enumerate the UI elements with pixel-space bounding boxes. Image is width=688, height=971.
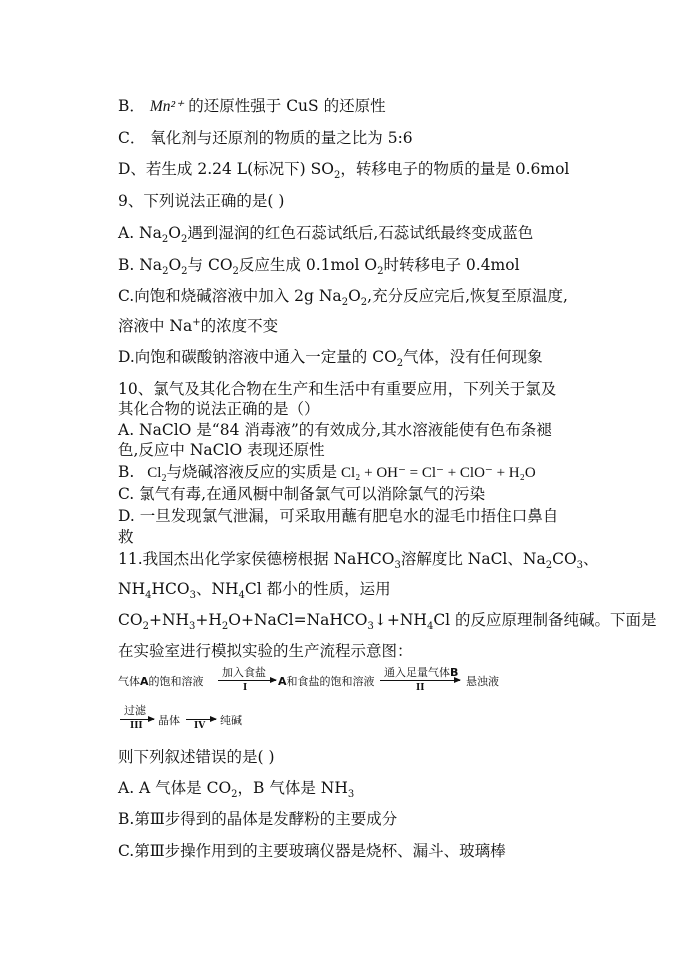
flow-mid-text: 和食盐的饱和溶液 bbox=[286, 675, 375, 688]
subscript: 2 bbox=[396, 358, 404, 370]
q11-l1-d: 、 bbox=[583, 550, 599, 568]
q10-option-c: C. 氯气有毒,在通风橱中制备氯气可以消除氯气的污染 bbox=[118, 485, 486, 503]
q9b-o: O bbox=[168, 256, 182, 274]
q9d-prefix: D.向饱和碳酸钠溶液中通入一定量的 CO bbox=[118, 348, 397, 366]
q9-option-d bbox=[118, 346, 543, 368]
subscript: 2 bbox=[360, 297, 368, 309]
flow-arrow-1 bbox=[218, 680, 276, 681]
q9b-react: 反应生成 0.1mol O bbox=[238, 256, 378, 274]
q11-l1-b: 溶解度比 NaCl、Na bbox=[400, 550, 546, 568]
q10-option-d-line-1: D. 一旦发现氯气泄漏，可采取用蘸有肥皂水的湿毛巾捂住口鼻自 bbox=[118, 507, 559, 525]
question-9: 9、下列说法正确的是( ) bbox=[118, 192, 285, 210]
question-11-line-1 bbox=[118, 548, 599, 570]
subscript: 4 bbox=[238, 590, 245, 602]
mn-ion: Mn²⁺ bbox=[149, 98, 184, 115]
subscript: 4 bbox=[145, 590, 152, 602]
subscript: 2 bbox=[162, 266, 169, 278]
subscript: 3 bbox=[189, 621, 196, 633]
subscript: 2 bbox=[221, 621, 229, 633]
q9-option-c bbox=[118, 285, 568, 307]
q11-l2-d: Cl 都小的性质，运用 bbox=[244, 580, 391, 598]
option-c-line: C． 氧化剂与还原剂的物质的量之比为 5:6 bbox=[118, 129, 413, 147]
q11-l3-a: CO bbox=[118, 611, 143, 629]
subscript: 3 bbox=[367, 621, 374, 633]
superscript: + bbox=[192, 316, 201, 328]
q11-l2-c: 、NH bbox=[195, 580, 239, 598]
q11-l3-d: O+NaCl=NaHCO bbox=[228, 611, 368, 629]
question-10-line-1: 10、氯气及其化合物在生产和生活中有重要应用，下列关于氯及 bbox=[118, 380, 557, 398]
flow-mid-a: A bbox=[278, 675, 287, 688]
q9d-text: 气体，没有任何现象 bbox=[403, 348, 543, 366]
q11-option-b: B.第Ⅲ步得到的晶体是发酵粉的主要成分 bbox=[118, 810, 398, 828]
option-d-text: ，转移电子的物质的量是 0.6mol bbox=[340, 160, 570, 178]
option-b-prefix: B． bbox=[118, 97, 145, 115]
q9a-text: 遇到湿润的红色石蕊试纸后,石蕊试纸最终变成蓝色 bbox=[187, 224, 534, 242]
option-d-prefix: D、若生成 2.24 L(标况下) SO bbox=[118, 160, 334, 178]
subscript: 2 bbox=[161, 234, 169, 246]
subscript: 2 bbox=[377, 266, 384, 278]
q9-option-b bbox=[118, 254, 520, 276]
q9-option-a bbox=[118, 222, 533, 244]
subscript: 2 bbox=[232, 266, 239, 278]
q10b-text: 与烧碱溶液反应的实质是 bbox=[166, 463, 337, 481]
flow-gas-a: A bbox=[140, 675, 149, 688]
subscript: 3 bbox=[189, 590, 196, 602]
q10-option-d-line-2: 救 bbox=[118, 528, 134, 546]
chlorine-reaction-equation: Cl₂ + OH⁻ = Cl⁻ + ClO⁻ + H₂O bbox=[340, 465, 536, 481]
flow-step1-label: 加入食盐 bbox=[222, 666, 266, 679]
flow-step3-label: 过滤 bbox=[124, 704, 146, 717]
q11-l3-c: +H bbox=[195, 611, 222, 629]
flow-crystal: 晶体 bbox=[158, 714, 180, 727]
flow-step2-num: II bbox=[416, 683, 425, 693]
flow-start-text: 气体 bbox=[118, 675, 140, 688]
flow-step1-num: I bbox=[243, 683, 248, 693]
option-d-line bbox=[118, 158, 569, 180]
subscript: 2 bbox=[181, 266, 188, 278]
subscript: 2 bbox=[545, 560, 553, 572]
q11-option-c: C.第Ⅲ步操作用到的主要玻璃仪器是烧杯、漏斗、玻璃棒 bbox=[118, 842, 506, 860]
q9-option-c-cont bbox=[118, 315, 278, 337]
q11a-prefix: A. A 气体是 CO bbox=[118, 779, 232, 797]
q10-option-a-line-1: A. NaClO 是“84 消毒液”的有效成分,其水溶液能使有色布条褪 bbox=[118, 421, 552, 439]
q11-l2-b: HCO bbox=[151, 580, 190, 598]
cl2-symbol bbox=[147, 465, 167, 484]
option-b-line bbox=[118, 95, 386, 118]
flow-mid bbox=[278, 673, 375, 689]
flow-step2-text: 通入足量气体 bbox=[384, 666, 450, 679]
process-flow-diagram bbox=[118, 668, 638, 738]
question-11-line-4: 在实验室进行模拟实验的生产流程示意图： bbox=[118, 642, 413, 660]
subscript: 3 bbox=[347, 789, 355, 801]
option-b-text: 的还原性强于 CuS 的还原性 bbox=[188, 97, 386, 115]
q9b-prefix: B. Na bbox=[118, 256, 163, 274]
q9c-o: O bbox=[348, 287, 361, 305]
flow-arrow-4 bbox=[186, 719, 216, 720]
q9a-o: O bbox=[168, 224, 181, 242]
q11a-mid: ，B 气体是 NH bbox=[237, 779, 348, 797]
subscript: 2 bbox=[142, 621, 149, 633]
q10-option-b bbox=[118, 461, 536, 484]
q9c-text: ,充分反应完后,恢复至原温度, bbox=[367, 287, 568, 305]
cl-text: Cl bbox=[147, 465, 162, 481]
question-11-line-2 bbox=[118, 578, 391, 600]
q9c2-text: 的浓度不变 bbox=[200, 317, 279, 335]
flow-suspension: 悬浊液 bbox=[466, 675, 499, 688]
q10b-prefix: B. bbox=[118, 463, 135, 481]
q11-l3-f: Cl 的反应原理制备纯碱。下面是 bbox=[433, 611, 657, 629]
flow-gas-b: B bbox=[450, 666, 459, 679]
subscript: 2 bbox=[161, 473, 167, 484]
q11-option-a bbox=[118, 777, 354, 799]
q11-l2-a: NH bbox=[118, 580, 146, 598]
q10-option-a-line-2: 色,反应中 NaClO 表现还原性 bbox=[118, 441, 325, 459]
subscript: 3 bbox=[394, 560, 401, 572]
q9a-prefix: A. Na bbox=[118, 224, 162, 242]
q9b-co: 与 CO bbox=[187, 256, 233, 274]
flow-arrow-3 bbox=[120, 719, 154, 720]
subscript: 2 bbox=[231, 789, 238, 801]
question-11-prompt: 则下列叙述错误的是( ) bbox=[118, 748, 275, 766]
flow-arrow-2 bbox=[380, 680, 460, 681]
q11-l3-b: +NH bbox=[148, 611, 190, 629]
subscript: 2 bbox=[180, 234, 188, 246]
flow-start-post: 的饱和溶液 bbox=[148, 675, 204, 688]
q9b-text: 时转移电子 0.4mol bbox=[383, 256, 520, 274]
subscript: 2 bbox=[341, 297, 349, 309]
q11-l1-c: CO bbox=[552, 550, 577, 568]
q9c-prefix: C.向饱和烧碱溶液中加入 2g Na bbox=[118, 287, 342, 305]
flow-step4-num: IV bbox=[194, 721, 206, 731]
flow-step2-label bbox=[384, 664, 458, 680]
subscript: 2 bbox=[333, 170, 341, 182]
question-11-line-3 bbox=[118, 609, 657, 631]
flow-start bbox=[118, 673, 204, 689]
flow-step3-num: III bbox=[130, 721, 143, 731]
q11-l3-e: ↓+NH bbox=[373, 611, 427, 629]
flow-final: 纯碱 bbox=[220, 714, 242, 727]
question-10-line-2: 其化合物的说法正确的是（） bbox=[118, 400, 320, 418]
subscript: 3 bbox=[576, 560, 584, 572]
subscript: 4 bbox=[426, 621, 434, 633]
q9c2-prefix: 溶液中 Na bbox=[118, 317, 193, 335]
q11-l1-a: 11.我国杰出化学家侯德榜根据 NaHCO bbox=[118, 550, 395, 568]
